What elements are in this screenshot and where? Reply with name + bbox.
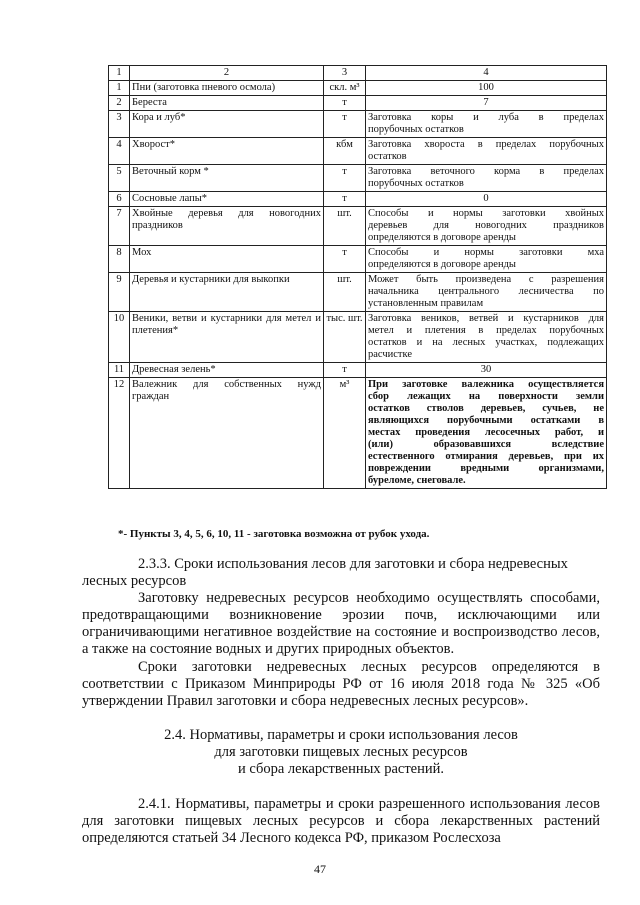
description [366, 363, 607, 378]
description [366, 207, 607, 246]
resource-name: Пни (заготовка пневого осмола) [130, 81, 324, 96]
resource-name: Хвойные деревья для новогодних праздников [130, 207, 324, 246]
resource-name: Кора и луб* [130, 111, 324, 138]
description-line: Заготовка веточного корма в пределах [368, 166, 604, 177]
unit: т [324, 111, 366, 138]
section-2-4-heading-line-1: 2.4. Нормативы, параметры и сроки использования лесов [164, 727, 518, 743]
unit: м³ [324, 378, 366, 489]
row-number: 5 [109, 165, 130, 192]
description-line: расчистке [368, 349, 413, 360]
description-line: начальника центрального лесничества по [368, 286, 604, 297]
section-2-4-heading-line-3: и сбора лекарственных растений. [237, 761, 445, 777]
header-col-3: 3 [324, 66, 366, 81]
unit: т [324, 96, 366, 111]
table-row [109, 96, 607, 111]
description-line: местах проведения лесосечных работ, и [368, 427, 604, 438]
table-row [109, 246, 607, 273]
description-line: остатков и на лесных участках, подлежащих [368, 337, 604, 348]
unit: т [324, 165, 366, 192]
table-row [109, 81, 607, 96]
table-row [109, 165, 607, 192]
description-line: Заготовка коры и луба в пределах [368, 112, 604, 123]
section-2-4-heading-line-2: для заготовки пищевых лесных ресурсов [214, 744, 468, 760]
description-line: 0 [483, 193, 489, 204]
description-line: Способы и нормы заготовки хвойных [368, 208, 604, 219]
description-line: остатков стволов деревьев, сучьев, не [368, 403, 604, 414]
row-number: 9 [109, 273, 130, 312]
resource-name: Валежник для собственных нужд граждан [130, 378, 324, 489]
description-line: установленным правилам [368, 298, 484, 309]
description [366, 165, 607, 192]
description-line: определяются в договоре аренды [368, 232, 516, 243]
resource-name: Мох [130, 246, 324, 273]
table-row [109, 312, 607, 363]
row-number: 1 [109, 81, 130, 96]
description [366, 81, 607, 96]
header-col-1: 1 [109, 66, 130, 81]
section-2-3-3-title: 2.3.3. Сроки использования лесов для заготовки и сбора недревесных лесных ресурсов [82, 556, 568, 589]
row-number: 6 [109, 192, 130, 207]
description [366, 138, 607, 165]
resource-name: Веточный корм * [130, 165, 324, 192]
resource-name: Деревья и кустарники для выкопки [130, 273, 324, 312]
resource-name: Хворост* [130, 138, 324, 165]
row-number: 4 [109, 138, 130, 165]
page-number: 47 [314, 862, 326, 876]
row-number: 12 [109, 378, 130, 489]
description-line: естественного отмирания деревьев, при их [368, 451, 604, 462]
description [366, 378, 607, 489]
unit: шт. [324, 273, 366, 312]
section-2-4-heading [82, 727, 600, 778]
description-line: 100 [478, 82, 494, 93]
header-col-4: 4 [366, 66, 607, 81]
description [366, 192, 607, 207]
description [366, 111, 607, 138]
section-2-3-3-paragraph-1: Заготовку недревесных ресурсов необходимо осуществлять способами, предотвращающими возникновение эрозии почв, исключающими или ограничивающими негативное воздействие на состояние и воспроизводство лесов, а также на состояние водных и других природных объектов. [82, 590, 600, 657]
description-line: сбор лежащих на поверхности земли [368, 391, 604, 402]
description-line: деревьев для новогодних праздников [368, 220, 604, 231]
unit: т [324, 363, 366, 378]
description-line: 7 [483, 97, 489, 108]
resource-name: Веники, ветви и кустарники для метел и плетения* [130, 312, 324, 363]
unit: шт. [324, 207, 366, 246]
table-row [109, 273, 607, 312]
unit: кбм [324, 138, 366, 165]
row-number: 7 [109, 207, 130, 246]
description-line: определяются в договоре аренды [368, 259, 516, 270]
description-line: метел и плетения в пределах порубочных [368, 325, 604, 336]
description [366, 96, 607, 111]
table-row [109, 378, 607, 489]
header-col-2: 2 [130, 66, 324, 81]
description-line: Способы и нормы заготовки мха [368, 247, 604, 258]
unit: т [324, 192, 366, 207]
table-footnote: *- Пункты 3, 4, 5, 6, 10, 11 - заготовка возможна от рубок ухода. [118, 528, 430, 540]
table-row [109, 363, 607, 378]
description-line: буреломе, снеговале. [368, 475, 466, 486]
description-line: порубочных остатков [368, 124, 464, 135]
unit: т [324, 246, 366, 273]
description-line: Заготовка веников, ветвей и кустарников для [368, 313, 604, 324]
resource-name: Береста [130, 96, 324, 111]
resource-table-body [109, 66, 607, 489]
description-line: являющихся порубочными остатками в [368, 415, 604, 426]
description-line: остатков [368, 151, 407, 162]
description [366, 273, 607, 312]
row-number: 11 [109, 363, 130, 378]
resource-name: Древесная зелень* [130, 363, 324, 378]
description-line: (или) образовавшихся вследствие [368, 439, 604, 450]
resource-table-container [108, 65, 606, 489]
description [366, 246, 607, 273]
description-line: Заготовка хвороста в пределах порубочных [368, 139, 604, 150]
description [366, 312, 607, 363]
row-number: 8 [109, 246, 130, 273]
description-line: порубочных остатков [368, 178, 464, 189]
description-line: Может быть произведена с разрешения [368, 274, 604, 285]
section-2-4-1-paragraph: 2.4.1. Нормативы, параметры и сроки разрешенного использования лесов для заготовки пищевых лесных ресурсов и сбора лекарственных растений определяются статьей 34 Лесного кодекса РФ, приказом Рослесхоза [82, 796, 600, 846]
table-row [109, 138, 607, 165]
resource-name: Сосновые лапы* [130, 192, 324, 207]
description-line: При заготовке валежника осуществляется [368, 379, 604, 390]
description-line: 30 [480, 364, 492, 375]
table-row [109, 111, 607, 138]
row-number: 10 [109, 312, 130, 363]
table-header-row [109, 66, 607, 81]
table-row [109, 207, 607, 246]
section-2-3-3-paragraph-2: Сроки заготовки недревесных лесных ресурсов определяются в соответствии с Приказом Минприроды РФ от 16 июля 2018 года № 325 «Об утверждении Правил заготовки и сбора недревесных лесных ресурсов». [82, 659, 600, 709]
description-line: повреждении вредными организмами, [368, 463, 604, 474]
resource-table [108, 65, 607, 489]
table-row [109, 192, 607, 207]
row-number: 2 [109, 96, 130, 111]
unit: скл. м³ [324, 81, 366, 96]
row-number: 3 [109, 111, 130, 138]
unit: тыс. шт. [324, 312, 366, 363]
